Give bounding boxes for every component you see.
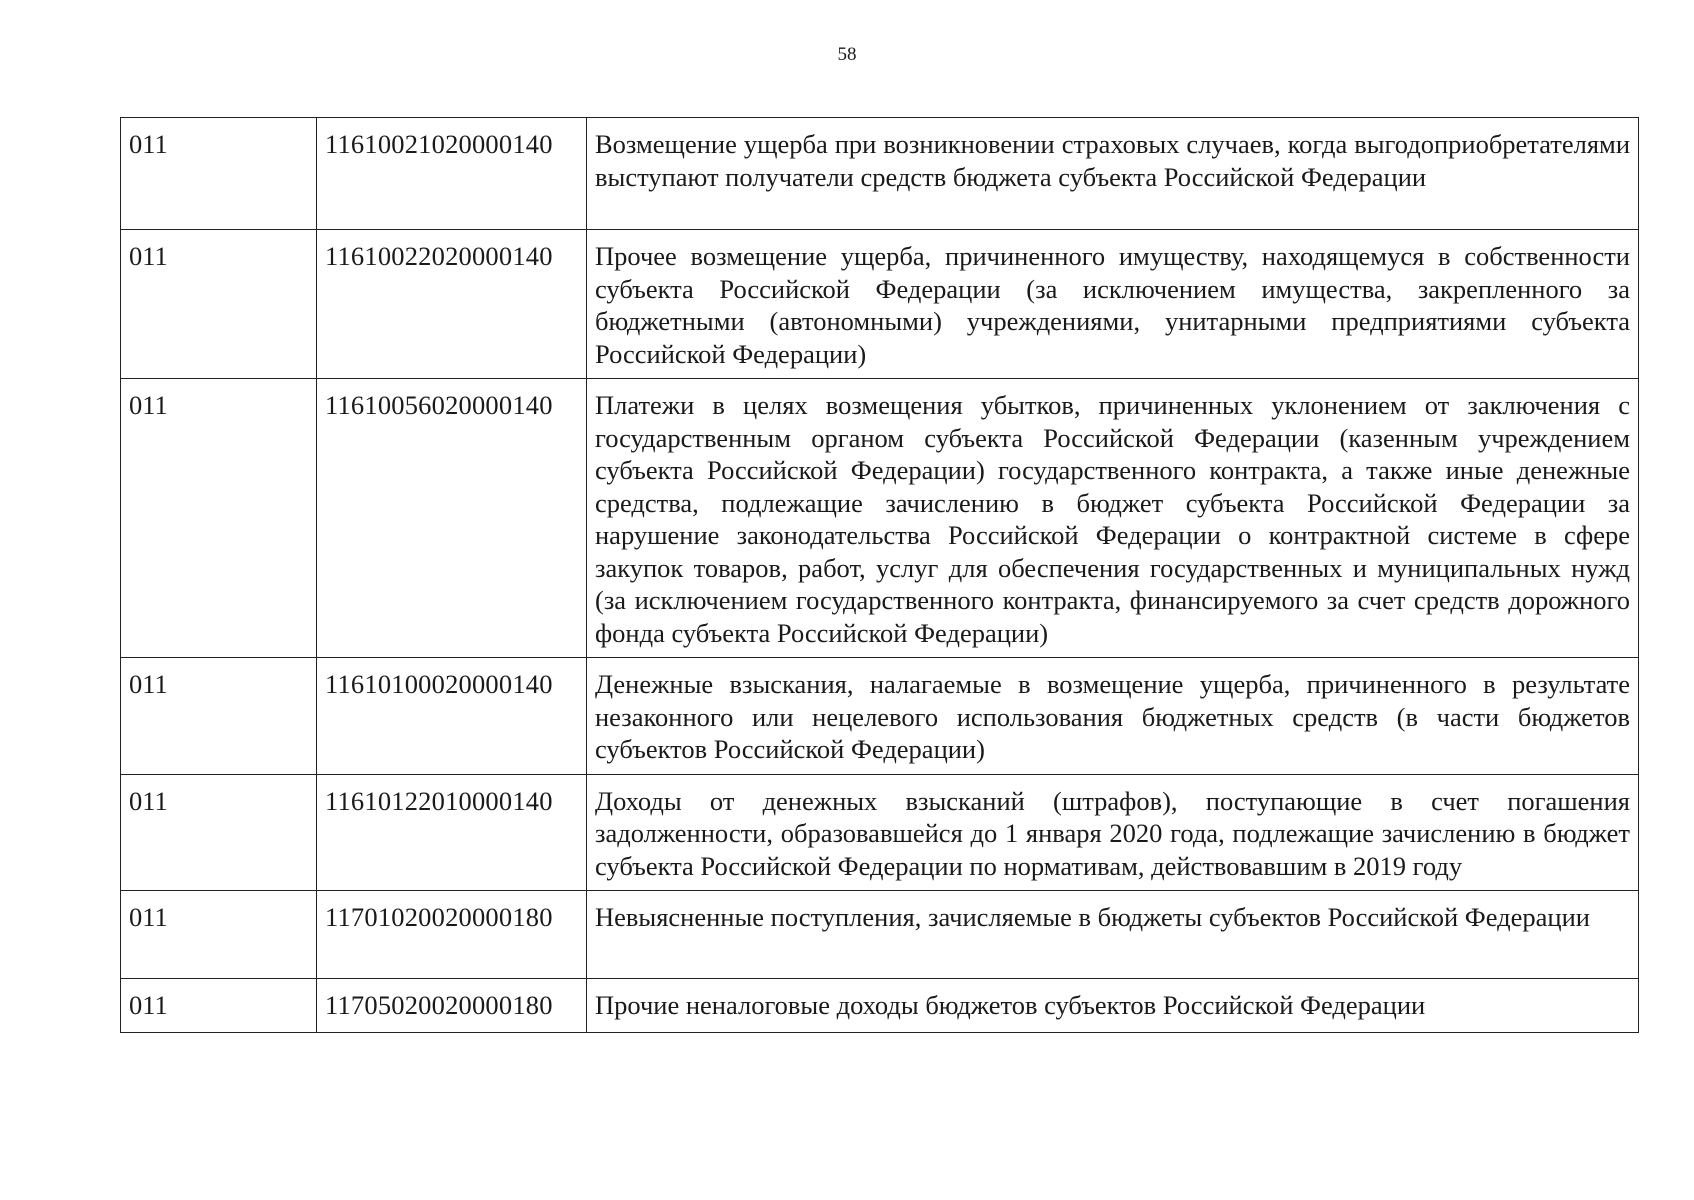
admin-code-cell: 011 [121,379,317,658]
admin-code-cell: 011 [121,891,317,979]
description-cell: Платежи в целях возмещения убытков, причиненных уклонением от заключения с государственным органом субъекта Российской Федерации (казенным учреждением субъекта Российской Федерации) государственного контракта, а также иные денежные средства, подлежащие зачислению в бюджет субъекта Российской Федерации за нарушение законодательства Российской Федерации о контрактной системе в сфере закупок товаров, работ, услуг для обеспечения государственных и муниципальных нужд (за исключением государственного контракта, финансируемого за счет средств дорожного фонда субъекта Российской Федерации) [587,379,1639,658]
kbk-code-cell: 11610021020000140 [317,118,587,230]
table-row [121,118,1639,230]
admin-code-cell: 011 [121,658,317,775]
budget-classification-table [120,117,1639,1033]
admin-code-cell: 011 [121,230,317,379]
kbk-code-cell: 11705020020000180 [317,979,587,1033]
description-cell: Денежные взыскания, налагаемые в возмещение ущерба, причиненного в результате незаконного или нецелевого использования бюджетных средств (в части бюджетов субъектов Российской Федерации) [587,658,1639,775]
kbk-code-cell: 11610100020000140 [317,658,587,775]
description-cell: Доходы от денежных взысканий (штрафов), поступающие в счет погашения задолженности, образовавшейся до 1 января 2020 года, подлежащие зачислению в бюджет субъекта Российской Федерации по нормативам, действовавшим в 2019 году [587,774,1639,891]
kbk-code-cell: 11701020020000180 [317,891,587,979]
table-row [121,979,1639,1033]
kbk-code-cell: 11610056020000140 [317,379,587,658]
kbk-code-cell: 11610022020000140 [317,230,587,379]
description-cell: Невыясненные поступления, зачисляемые в бюджеты субъектов Российской Федерации [587,891,1639,979]
admin-code-cell: 011 [121,979,317,1033]
table-row [121,379,1639,658]
table-row [121,891,1639,979]
admin-code-cell: 011 [121,118,317,230]
description-cell: Прочее возмещение ущерба, причиненного имуществу, находящемуся в собственности субъекта Российской Федерации (за исключением имущества, закрепленного за бюджетными (автономными) учреждениями, унитарными предприятиями субъекта Российской Федерации) [587,230,1639,379]
table-row [121,230,1639,379]
description-cell: Прочие неналоговые доходы бюджетов субъектов Российской Федерации [587,979,1639,1033]
page-number: 58 [837,44,857,65]
kbk-code-cell: 11610122010000140 [317,774,587,891]
table-row [121,658,1639,775]
table-row [121,774,1639,891]
admin-code-cell: 011 [121,774,317,891]
description-cell: Возмещение ущерба при возникновении страховых случаев, когда выгодоприобретателями выступают получатели средств бюджета субъекта Российской Федерации [587,118,1639,230]
